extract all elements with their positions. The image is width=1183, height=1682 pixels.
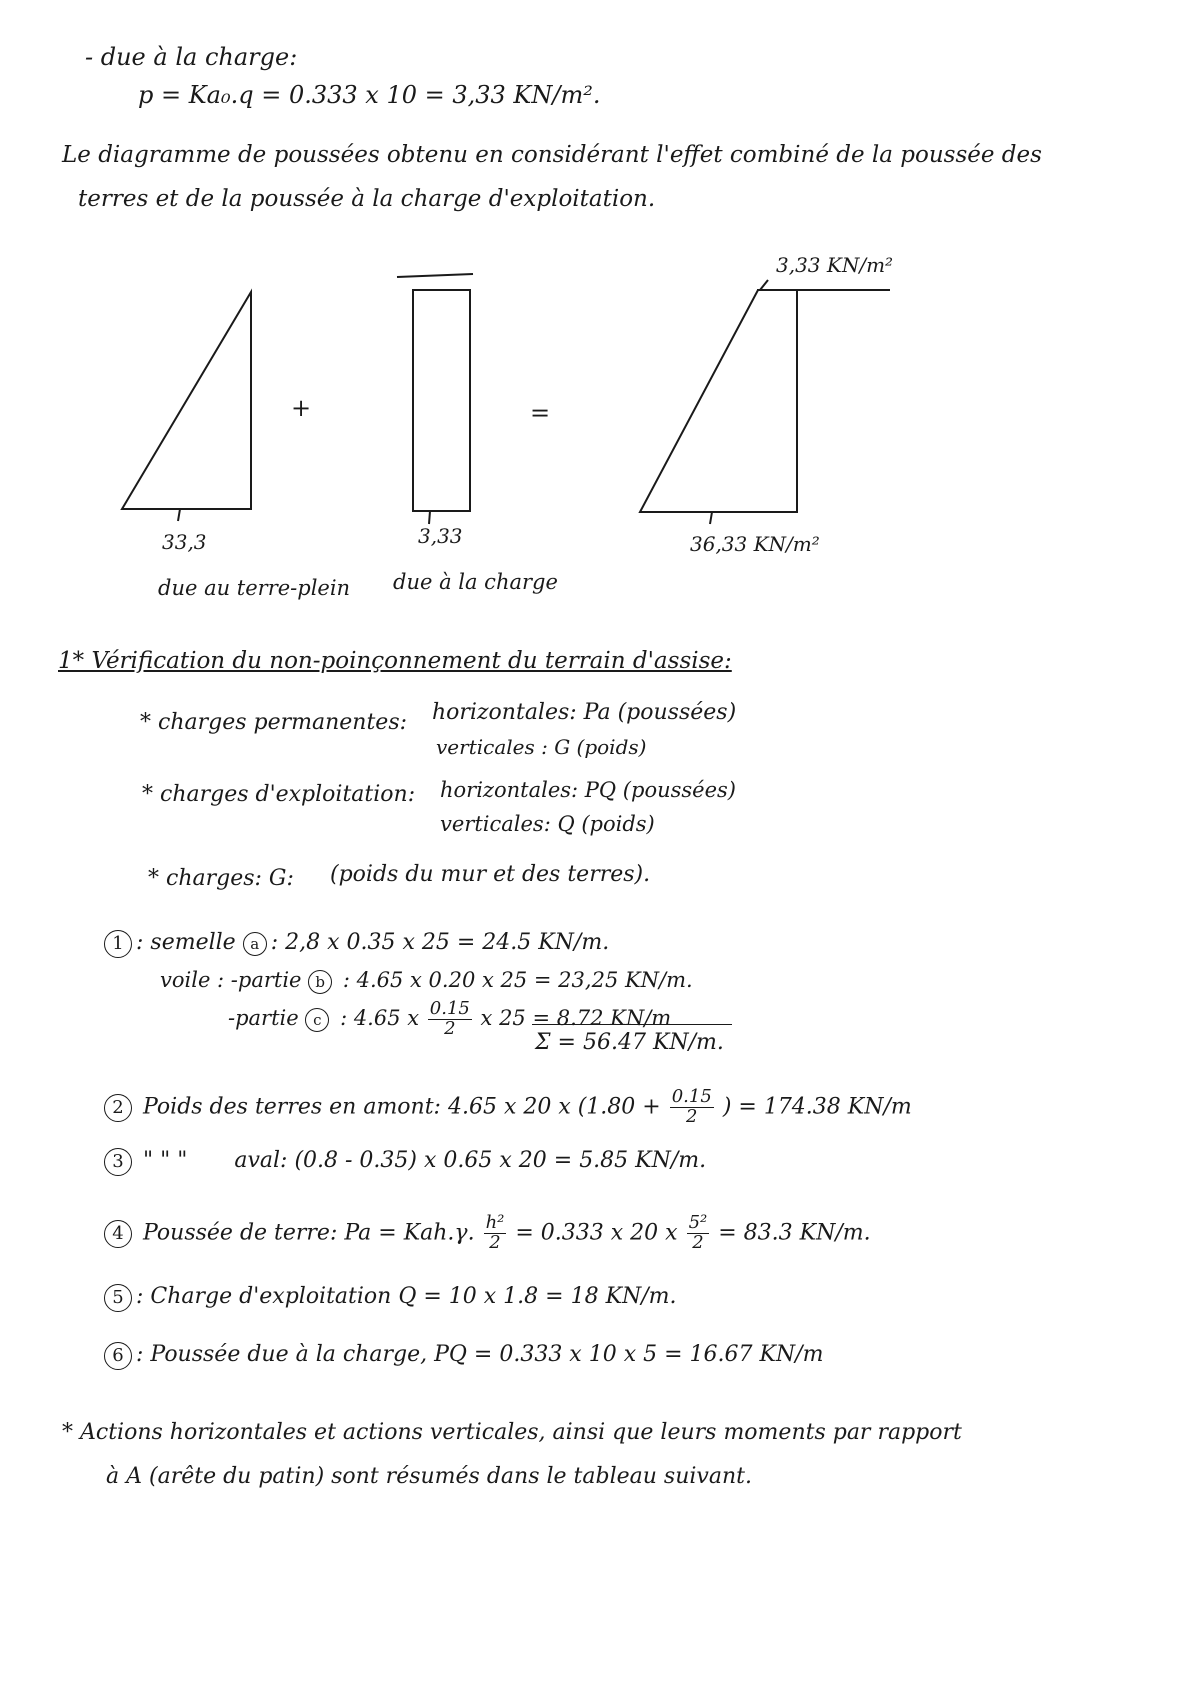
due-charge-title: - due à la charge: (85, 43, 298, 71)
item-2-numerator: 0.15 (671, 1086, 712, 1107)
formula-p: p = Ka₀.q = 0.333 x 10 = 3,33 KN/m². (138, 81, 601, 109)
tick-left (178, 509, 180, 521)
item-4-mid: = 0.333 x 20 x (515, 1220, 678, 1246)
expl-horizontal: horizontales: PQ (poussées) (440, 778, 736, 802)
voile-c-label: -partie (228, 1005, 299, 1030)
item-4-number: 4 (104, 1220, 132, 1248)
pressure-diagram (0, 0, 1183, 620)
item-1-equation: : 2,8 x 0.35 x 25 = 24.5 KN/m. (270, 930, 610, 955)
item-2-fraction (670, 1088, 714, 1127)
label-right-value: 36,33 KN/m² (690, 532, 820, 556)
plus-sign: + (291, 394, 312, 422)
sum-value: Σ = 56.47 KN/m. (535, 1030, 724, 1055)
tick-right (710, 512, 712, 524)
item-4-text: Poussée de terre: Pa = Kah.γ. (143, 1220, 475, 1246)
item-4-h-numerator: h² (485, 1212, 505, 1233)
tick-middle (429, 511, 430, 524)
footer-line-1: * Actions horizontales et actions verticales, ainsi que leurs moments par rapport (62, 1420, 962, 1445)
voile-b-equation: : 4.65 x 0.20 x 25 = 23,25 KN/m. (342, 968, 693, 992)
item-4-row (104, 1214, 871, 1253)
intro-line-1: Le diagramme de poussées obtenu en considérant l'effet combiné de la poussée des (62, 142, 1042, 168)
label-left-value: 33,3 (162, 530, 207, 554)
item-1-label: : semelle (136, 930, 236, 955)
section1-heading: 1* Vérification du non-poinçonnement du terrain d'assise: (58, 648, 732, 674)
item-1-row (104, 930, 609, 958)
item-4-5-numerator: 5² (688, 1212, 708, 1233)
item-3-text: aval: (0.8 - 0.35) x 0.65 x 20 = 5.85 KN/m. (234, 1148, 707, 1173)
item-5-number: 5 (104, 1284, 132, 1312)
item-6-row (104, 1342, 823, 1370)
voile-c-numerator: 0.15 (429, 998, 470, 1019)
part-b-marker: b (308, 970, 332, 994)
part-c-marker: c (305, 1008, 329, 1032)
top-pressure-label: 3,33 KN/m² (776, 253, 894, 277)
voile-b-row (160, 968, 693, 994)
item-3-number: 3 (104, 1148, 132, 1176)
item-6-text: : Poussée due à la charge, PQ = 0.333 x 10 x 5 = 16.67 KN/m (136, 1342, 824, 1367)
charges-g-label: * charges: G: (148, 866, 294, 891)
expl-charges-label: * charges d'exploitation: (142, 782, 416, 807)
intro-line-2: terres et de la poussée à la charge d'exploitation. (78, 186, 656, 212)
item-4-fraction-h (484, 1214, 507, 1253)
footer-line-2: à A (arête du patin) sont résumés dans le tableau suivant. (106, 1464, 752, 1489)
caption-charge: due à la charge (393, 570, 558, 594)
voile-c-fraction (428, 1000, 472, 1039)
item-5-text: : Charge d'exploitation Q = 10 x 1.8 = 18 KN/m. (136, 1284, 677, 1309)
perm-horizontal: horizontales: Pa (poussées) (432, 700, 737, 725)
item-3-ditto: " " " (143, 1148, 188, 1173)
perm-charges-label: * charges permanentes: (140, 710, 408, 735)
voile-c-denominator: 2 (444, 1017, 456, 1039)
sum-rule (532, 1024, 732, 1025)
item-2-result: ) = 174.38 KN/m (722, 1094, 912, 1120)
perm-vertical: verticales : G (poids) (436, 735, 647, 759)
equals-sign: = (530, 399, 551, 427)
triangle-earth-pressure (122, 292, 251, 509)
item-2-row (104, 1088, 912, 1127)
label-middle-value: 3,33 (418, 524, 463, 548)
caption-terre-plein: due au terre-plein (158, 576, 351, 600)
voile-c-pre: : 4.65 x (340, 1005, 420, 1030)
item-4-5-denominator: 2 (692, 1231, 704, 1253)
voile-c-post: x 25 = 8.72 KN/m (480, 1005, 672, 1030)
charges-g-description: (poids du mur et des terres). (330, 862, 651, 887)
rectangle-load-pressure (413, 290, 470, 511)
item-4-fraction-5 (687, 1214, 710, 1253)
item-2-number: 2 (104, 1094, 132, 1122)
expl-vertical: verticales: Q (poids) (440, 812, 655, 836)
tick-top-right (760, 280, 768, 290)
item-4-h-denominator: 2 (489, 1231, 501, 1253)
item-6-number: 6 (104, 1342, 132, 1370)
item-4-result: = 83.3 KN/m. (718, 1220, 871, 1246)
item-3-row (104, 1148, 706, 1176)
part-a-marker: a (243, 932, 267, 956)
item-2-text: Poids des terres en amont: 4.65 x 20 x (1.80 + (143, 1094, 661, 1120)
item-2-denominator: 2 (686, 1105, 698, 1127)
item-1-number: 1 (104, 930, 132, 958)
voile-label: voile : -partie (160, 968, 302, 992)
trapezoid-combined-pressure (640, 290, 797, 512)
top-line-middle (397, 274, 473, 277)
item-5-row (104, 1284, 677, 1312)
